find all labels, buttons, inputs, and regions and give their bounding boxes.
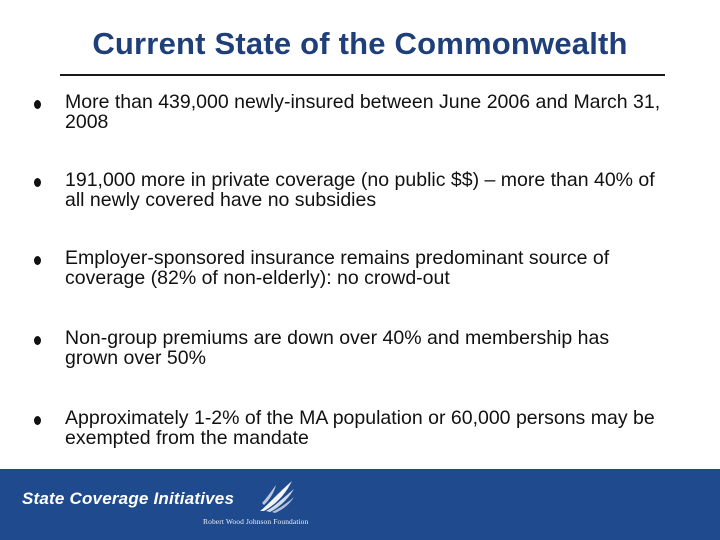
foundation-name: Robert Wood Johnson Foundation (203, 517, 309, 526)
bullet-dot-icon (34, 256, 41, 265)
bullet-text: Non-group premiums are down over 40% and membership has grown over 50% (65, 327, 610, 369)
bullet-dot-icon (34, 416, 41, 425)
bullet-dot-icon (34, 100, 41, 109)
slide-title: Current State of the Commonwealth (92, 26, 628, 61)
footer-bar (0, 469, 720, 540)
bullet-text: 191,000 more in private coverage (no public $$) – more than 40% of all newly covered have no subsidies (65, 169, 655, 211)
bullet-text: Employer-sponsored insurance remains predominant source of coverage (82% of non-elderly): no crowd-out (65, 247, 610, 289)
bullet-text: Approximately 1-2% of the MA population or 60,000 persons may be exempted from the mandate (65, 407, 655, 449)
bird-wings-icon (256, 477, 296, 517)
title-divider (60, 74, 665, 76)
brand-name: State Coverage Initiatives (22, 489, 235, 508)
bullet-dot-icon (34, 336, 41, 345)
bullet-text: More than 439,000 newly-insured between June 2006 and March 31, 2008 (65, 91, 661, 133)
bullet-dot-icon (34, 178, 41, 187)
